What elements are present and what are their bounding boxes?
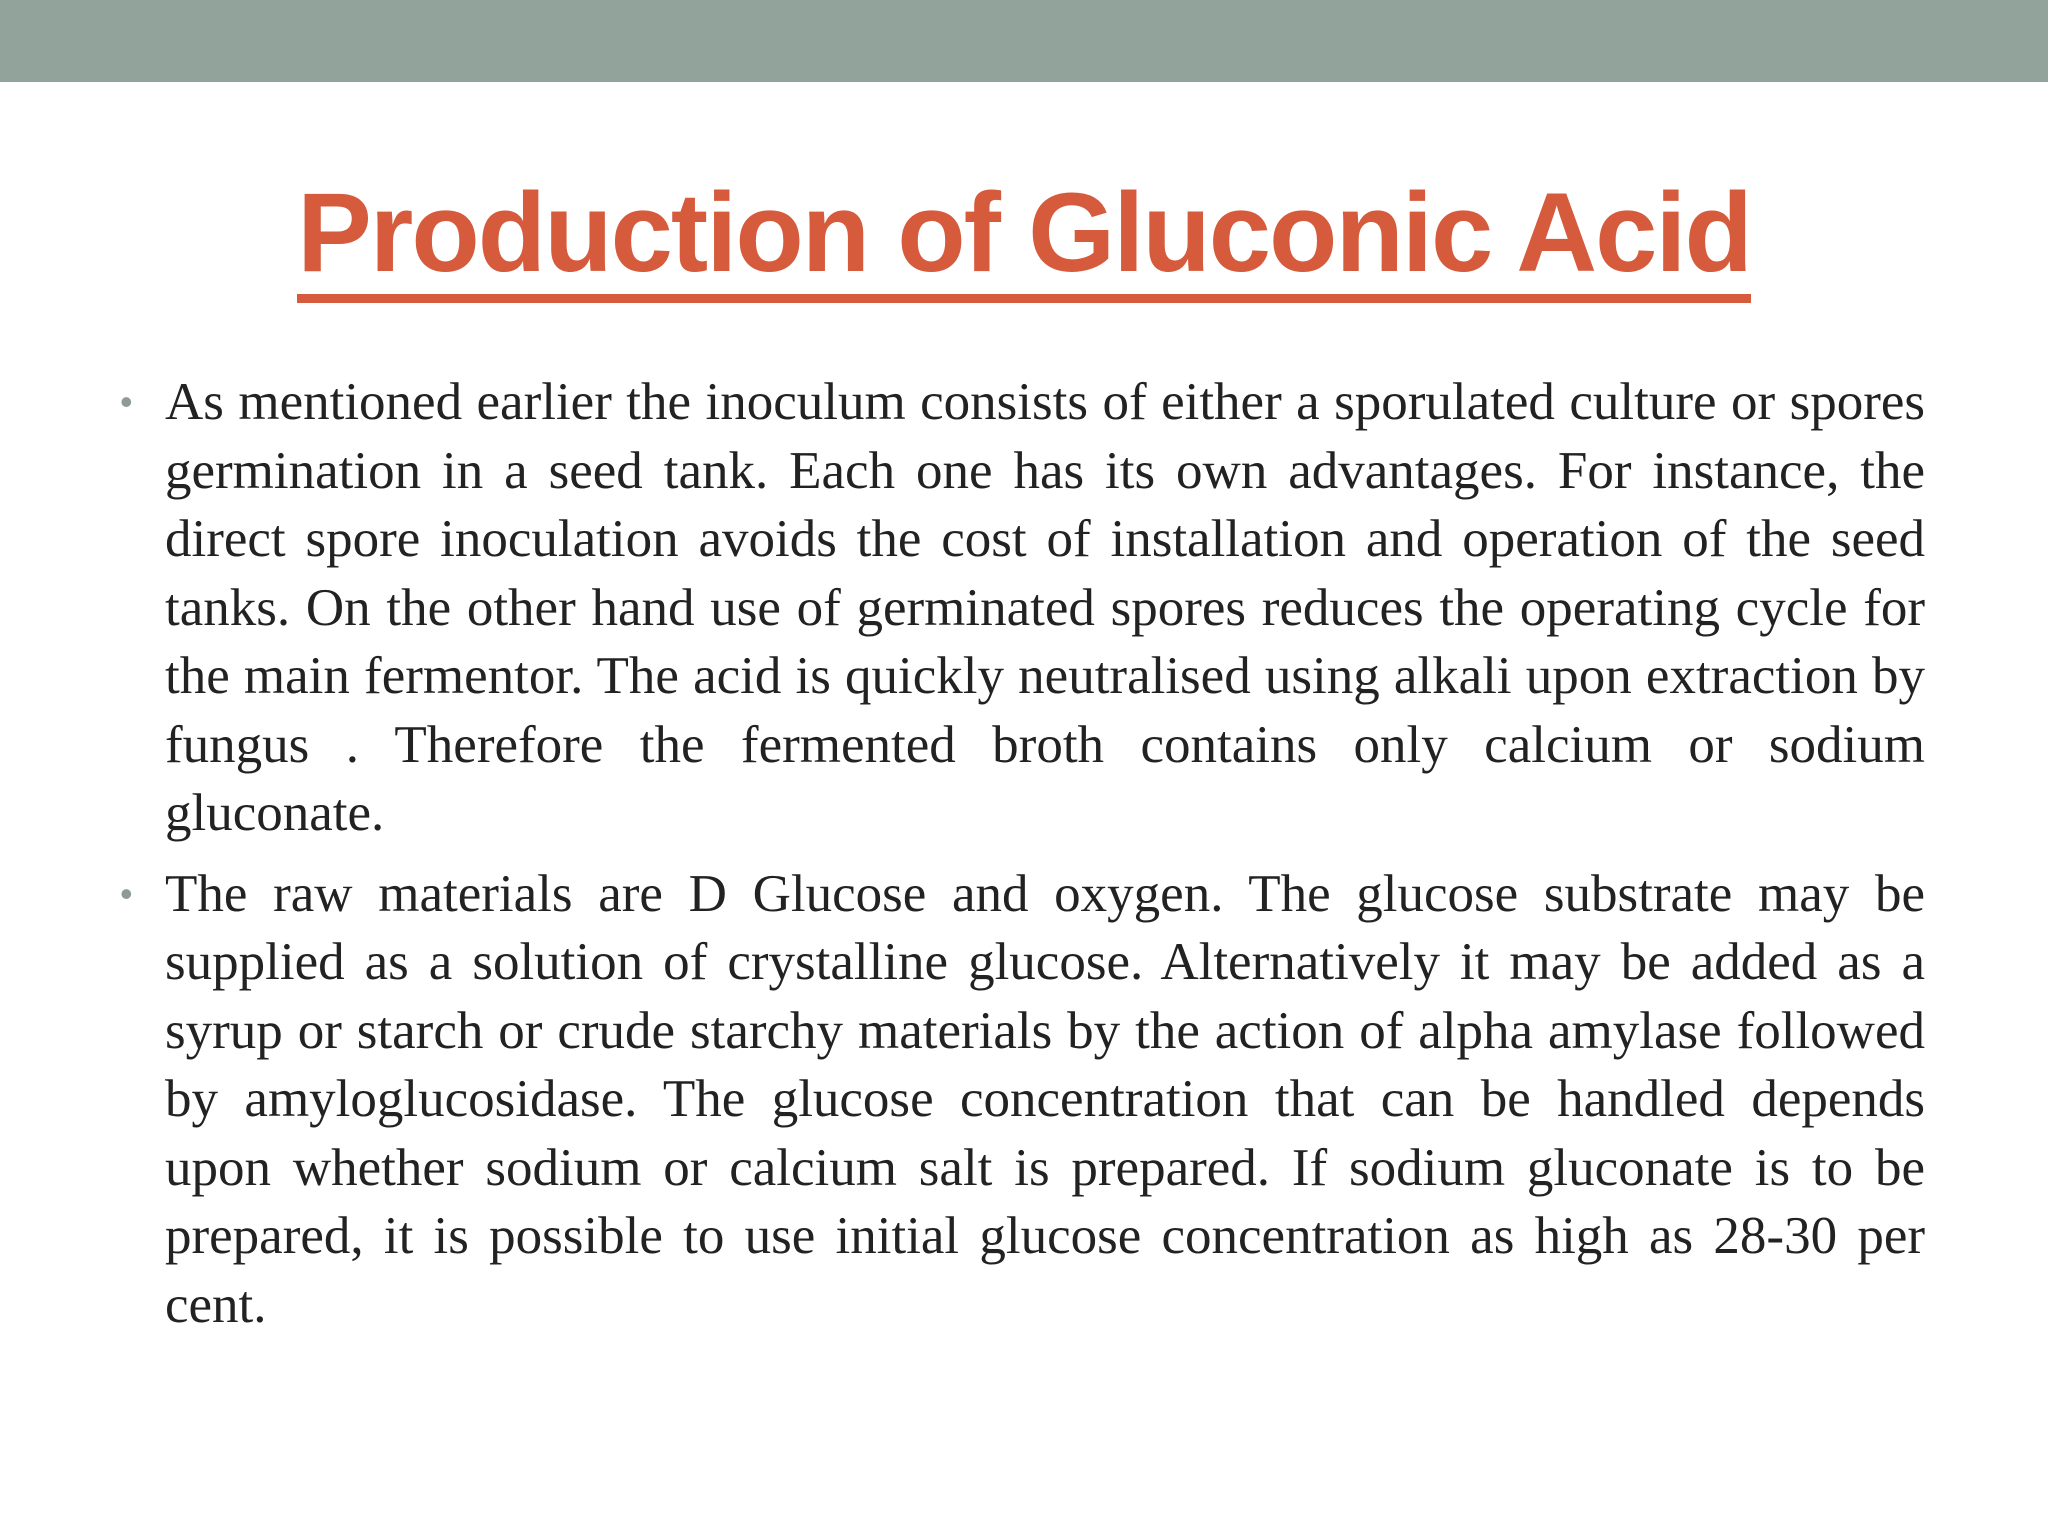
- bullet-item-1: [110, 368, 1925, 848]
- bullet-text-2: The raw materials are D Glucose and oxygen. The glucose substrate may be supplied as a solution of crystalline glucose. Alternatively it may be added as a syrup or starch or crude starchy materials by the action of alpha amylase followed by amyloglucosidase. The glucose concentration that can be handled depends upon whether sodium or calcium salt is prepared. If sodium gluconate is to be prepared, it is possible to use initial glucose concentration as high as 28-30 per cent.: [165, 864, 1925, 1334]
- slide-title-text: Production of Gluconic Acid: [297, 172, 1751, 303]
- bullet-marker-icon: •: [120, 381, 133, 422]
- bullet-text-1: As mentioned earlier the inoculum consists of either a sporulated culture or spores germination in a seed tank. Each one has its own advantages. For instance, the direct spore inoculation avoids the cost of installation and operation of the seed tanks. On the other hand use of germinated spores reduces the operating cycle for the main fermentor. The acid is quickly neutralised using alkali upon extraction by fungus . Therefore the fermented broth contains only calcium or sodium gluconate.: [165, 373, 1925, 842]
- top-header-bar: [0, 0, 2048, 82]
- bullet-item-2: [110, 860, 1925, 1340]
- bullet-list: [110, 368, 1925, 1351]
- slide-title: [0, 168, 2048, 303]
- bullet-marker-icon: •: [120, 872, 133, 914]
